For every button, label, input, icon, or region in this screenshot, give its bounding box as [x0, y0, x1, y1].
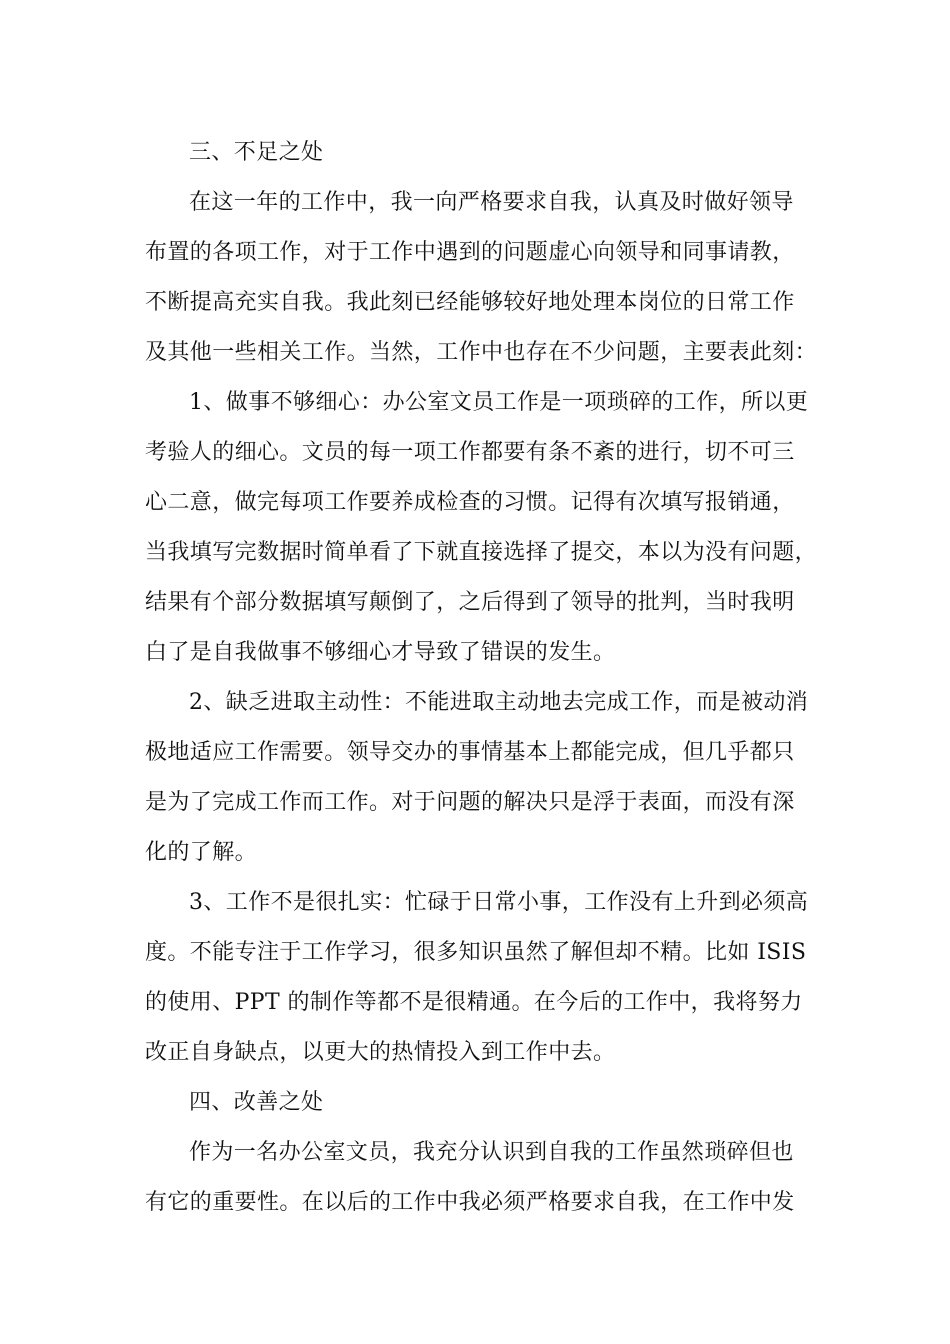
paragraph-item-2 — [145, 678, 813, 878]
text-line: 极地适应工作需要。领导交办的事情基本上都能完成，但几乎都只 — [145, 740, 795, 765]
document-body — [145, 128, 818, 1228]
text-line: 作为一名办公室文员，我充分认识到自我的工作虽然琐碎但也 — [189, 1140, 794, 1165]
text-line: 及其他一些相关工作。当然，工作中也存在不少问题，主要表此刻： — [145, 340, 818, 365]
text-line: 3、工作不是很扎实：忙碌于日常小事，工作没有上升到必须高 — [189, 890, 809, 915]
text-line: 有它的重要性。在以后的工作中我必须严格要求自我，在工作中发 — [145, 1190, 795, 1215]
text-line: 化的了解。 — [145, 840, 258, 865]
text-line: 心二意，做完每项工作要养成检查的习惯。记得有次填写报销通， — [145, 490, 795, 515]
text-line: 布置的各项工作，对于工作中遇到的问题虚心向领导和同事请教， — [145, 240, 795, 265]
section-heading-improvements: 四、改善之处 — [189, 1090, 324, 1115]
text-line: 在这一年的工作中，我一向严格要求自我，认真及时做好领导 — [189, 190, 794, 215]
text-line: 改正自身缺点，以更大的热情投入到工作中去。 — [145, 1040, 616, 1065]
text-line: 是为了完成工作而工作。对于问题的解决只是浮于表面，而没有深 — [145, 790, 795, 815]
text-line: 白了是自我做事不够细心才导致了错误的发生。 — [145, 640, 616, 665]
text-line: 1、做事不够细心：办公室文员工作是一项琐碎的工作，所以更 — [189, 390, 809, 415]
text-line: 结果有个部分数据填写颠倒了，之后得到了领导的批判，当时我明 — [145, 590, 795, 615]
text-line: 考验人的细心。文员的每一项工作都要有条不紊的进行，切不可三 — [145, 440, 795, 465]
text-line: 不断提高充实自我。我此刻已经能够较好地处理本岗位的日常工作 — [145, 290, 795, 315]
text-line: 度。不能专注于工作学习，很多知识虽然了解但却不精。比如 ISIS — [145, 940, 807, 965]
section-heading-shortcomings: 三、不足之处 — [189, 140, 324, 165]
paragraph-intro — [145, 178, 818, 378]
paragraph-item-1 — [145, 378, 818, 678]
paragraph-improvements-intro — [145, 1128, 813, 1228]
text-line: 2、缺乏进取主动性：不能进取主动地去完成工作，而是被动消 — [189, 690, 809, 715]
text-line: 当我填写完数据时简单看了下就直接选择了提交，本以为没有问题， — [145, 540, 818, 565]
text-line: 的使用、PPT 的制作等都不是很精通。在今后的工作中，我将努力 — [145, 990, 803, 1015]
paragraph-item-3 — [145, 878, 813, 1078]
